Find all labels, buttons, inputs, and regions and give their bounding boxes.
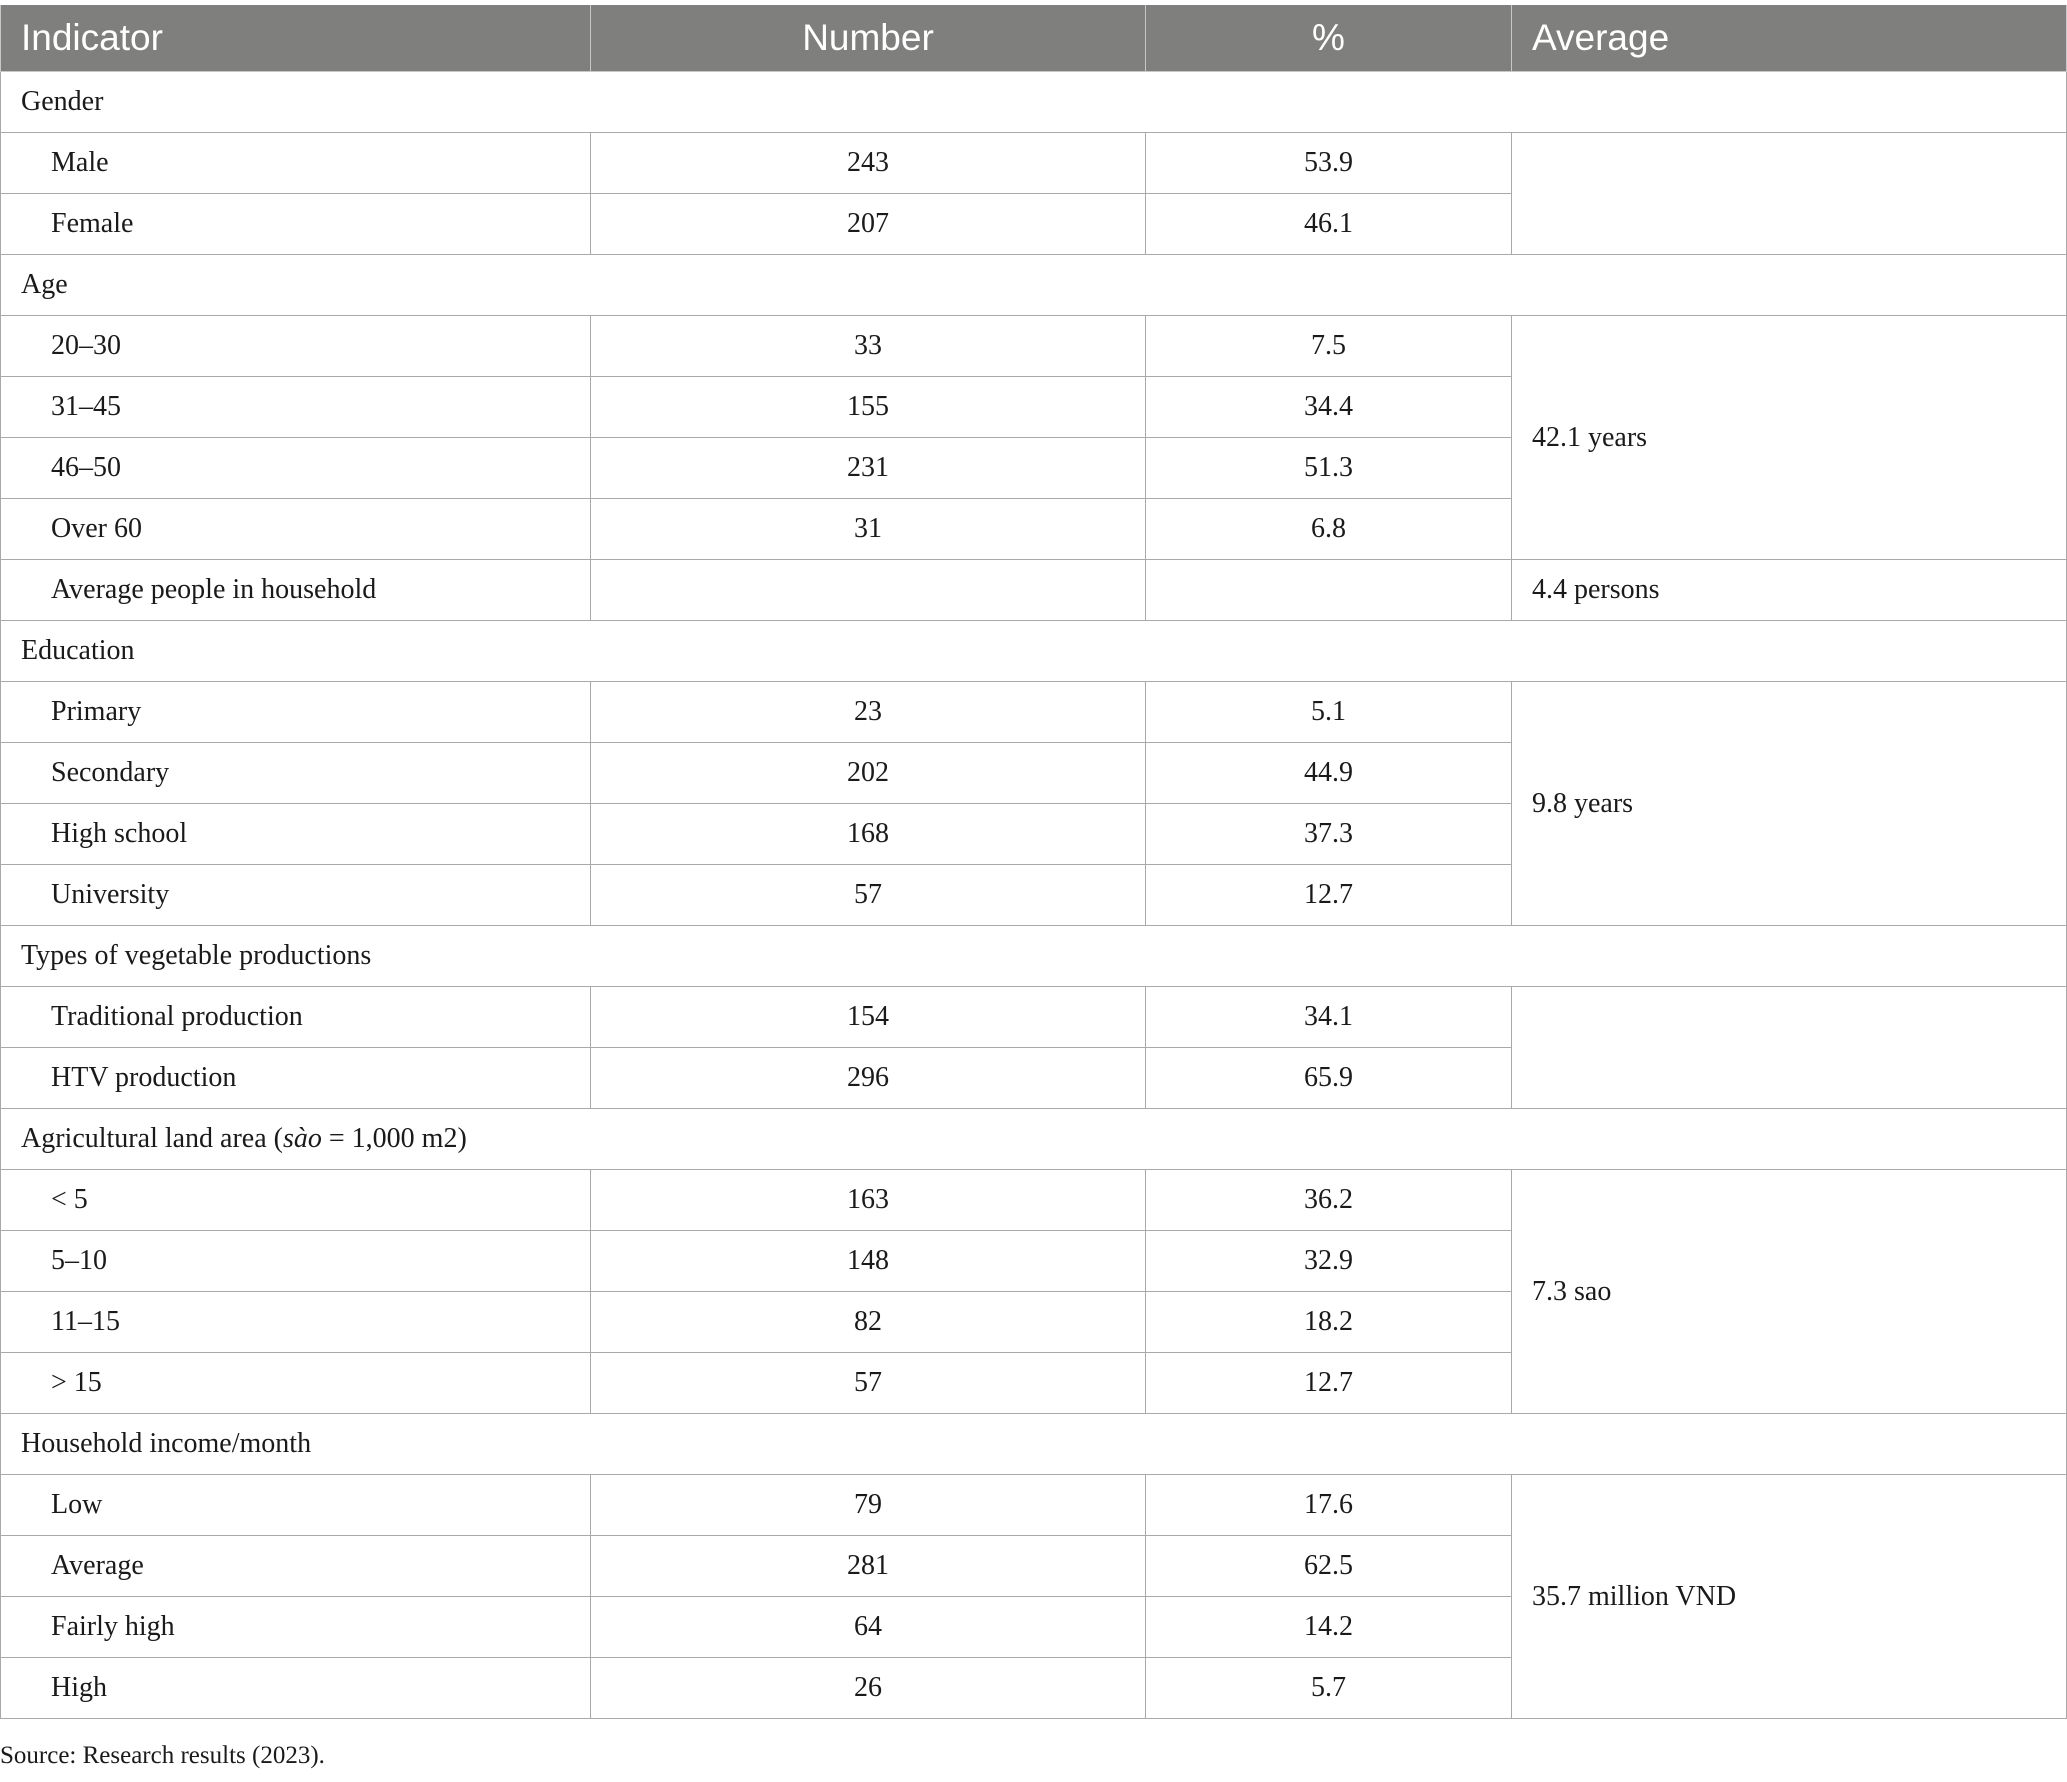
row-number: 281 (591, 1536, 1146, 1597)
row-percent: 62.5 (1146, 1536, 1512, 1597)
group-title-income: Household income/month (1, 1414, 2067, 1475)
group-title-gender: Gender (1, 72, 2067, 133)
group-title-education: Education (1, 621, 2067, 682)
income-average-cell: 35.7 million VND (1512, 1475, 2067, 1719)
land-title-suffix: = 1,000 m2) (321, 1123, 467, 1154)
row-label: Female (1, 194, 591, 255)
row-percent: 12.7 (1146, 865, 1512, 926)
row-label: 31–45 (1, 377, 591, 438)
header-row (1, 5, 2067, 72)
row-percent: 18.2 (1146, 1292, 1512, 1353)
row-number: 155 (591, 377, 1146, 438)
gender-average-cell (1512, 133, 2067, 255)
group-row-age (1, 255, 2067, 316)
row-number: 33 (591, 316, 1146, 377)
group-title-age: Age (1, 255, 2067, 316)
row-number: 31 (591, 499, 1146, 560)
table-row (1, 1170, 2067, 1231)
header-average: Average (1512, 5, 2067, 72)
row-percent: 51.3 (1146, 438, 1512, 499)
group-row-production (1, 926, 2067, 987)
row-percent: 36.2 (1146, 1170, 1512, 1231)
table-row (1, 1475, 2067, 1536)
row-percent: 17.6 (1146, 1475, 1512, 1536)
table-row (1, 682, 2067, 743)
row-label: Average (1, 1536, 591, 1597)
demographics-table (0, 5, 2067, 1719)
row-number: 26 (591, 1658, 1146, 1719)
row-percent: 7.5 (1146, 316, 1512, 377)
land-title-unit: sào (282, 1123, 322, 1154)
row-percent: 5.7 (1146, 1658, 1512, 1719)
group-title-production: Types of vegetable productions (1, 926, 2067, 987)
group-row-land (1, 1109, 2067, 1170)
row-percent: 65.9 (1146, 1048, 1512, 1109)
row-label: University (1, 865, 591, 926)
row-number: 207 (591, 194, 1146, 255)
header-percent: % (1146, 5, 1512, 72)
row-label: HTV production (1, 1048, 591, 1109)
table-row (1, 316, 2067, 377)
row-percent: 14.2 (1146, 1597, 1512, 1658)
row-label: Low (1, 1475, 591, 1536)
row-label: 5–10 (1, 1231, 591, 1292)
row-percent: 44.9 (1146, 743, 1512, 804)
row-number: 79 (591, 1475, 1146, 1536)
row-label: Average people in household (1, 560, 591, 621)
row-number: 57 (591, 1353, 1146, 1414)
land-average-cell: 7.3 sao (1512, 1170, 2067, 1414)
row-label: 11–15 (1, 1292, 591, 1353)
row-percent: 32.9 (1146, 1231, 1512, 1292)
row-number: 154 (591, 987, 1146, 1048)
row-label: Primary (1, 682, 591, 743)
row-percent: 34.1 (1146, 987, 1512, 1048)
demographics-table-container (0, 5, 2067, 1719)
row-percent (1146, 560, 1512, 621)
row-number: 23 (591, 682, 1146, 743)
group-row-gender (1, 72, 2067, 133)
row-label: < 5 (1, 1170, 591, 1231)
row-number: 168 (591, 804, 1146, 865)
table-row (1, 133, 2067, 194)
row-label: Traditional production (1, 987, 591, 1048)
group-row-education (1, 621, 2067, 682)
row-percent: 37.3 (1146, 804, 1512, 865)
production-average-cell (1512, 987, 2067, 1109)
row-label: High (1, 1658, 591, 1719)
row-number: 243 (591, 133, 1146, 194)
row-number (591, 560, 1146, 621)
row-number: 64 (591, 1597, 1146, 1658)
row-label: Over 60 (1, 499, 591, 560)
row-percent: 12.7 (1146, 1353, 1512, 1414)
row-percent: 46.1 (1146, 194, 1512, 255)
row-label: > 15 (1, 1353, 591, 1414)
row-number: 231 (591, 438, 1146, 499)
row-number: 163 (591, 1170, 1146, 1231)
table-row (1, 560, 2067, 621)
row-percent: 53.9 (1146, 133, 1512, 194)
land-title-prefix: Agricultural land area ( (21, 1123, 283, 1154)
group-row-income (1, 1414, 2067, 1475)
age-average-cell: 42.1 years (1512, 316, 2067, 560)
household-average-cell: 4.4 persons (1512, 560, 2067, 621)
row-percent: 6.8 (1146, 499, 1512, 560)
table-row (1, 987, 2067, 1048)
source-note: Source: Research results (2023). (0, 1742, 325, 1769)
table-header (1, 5, 2067, 72)
row-label: 20–30 (1, 316, 591, 377)
row-number: 148 (591, 1231, 1146, 1292)
row-label: Male (1, 133, 591, 194)
row-number: 82 (591, 1292, 1146, 1353)
header-indicator: Indicator (1, 5, 591, 72)
row-label: Secondary (1, 743, 591, 804)
row-number: 202 (591, 743, 1146, 804)
row-label: 46–50 (1, 438, 591, 499)
row-number: 296 (591, 1048, 1146, 1109)
header-number: Number (591, 5, 1146, 72)
education-average-cell: 9.8 years (1512, 682, 2067, 926)
table-body (1, 72, 2067, 1719)
row-percent: 34.4 (1146, 377, 1512, 438)
group-title-land (1, 1109, 2067, 1170)
row-number: 57 (591, 865, 1146, 926)
row-percent: 5.1 (1146, 682, 1512, 743)
row-label: High school (1, 804, 591, 865)
row-label: Fairly high (1, 1597, 591, 1658)
